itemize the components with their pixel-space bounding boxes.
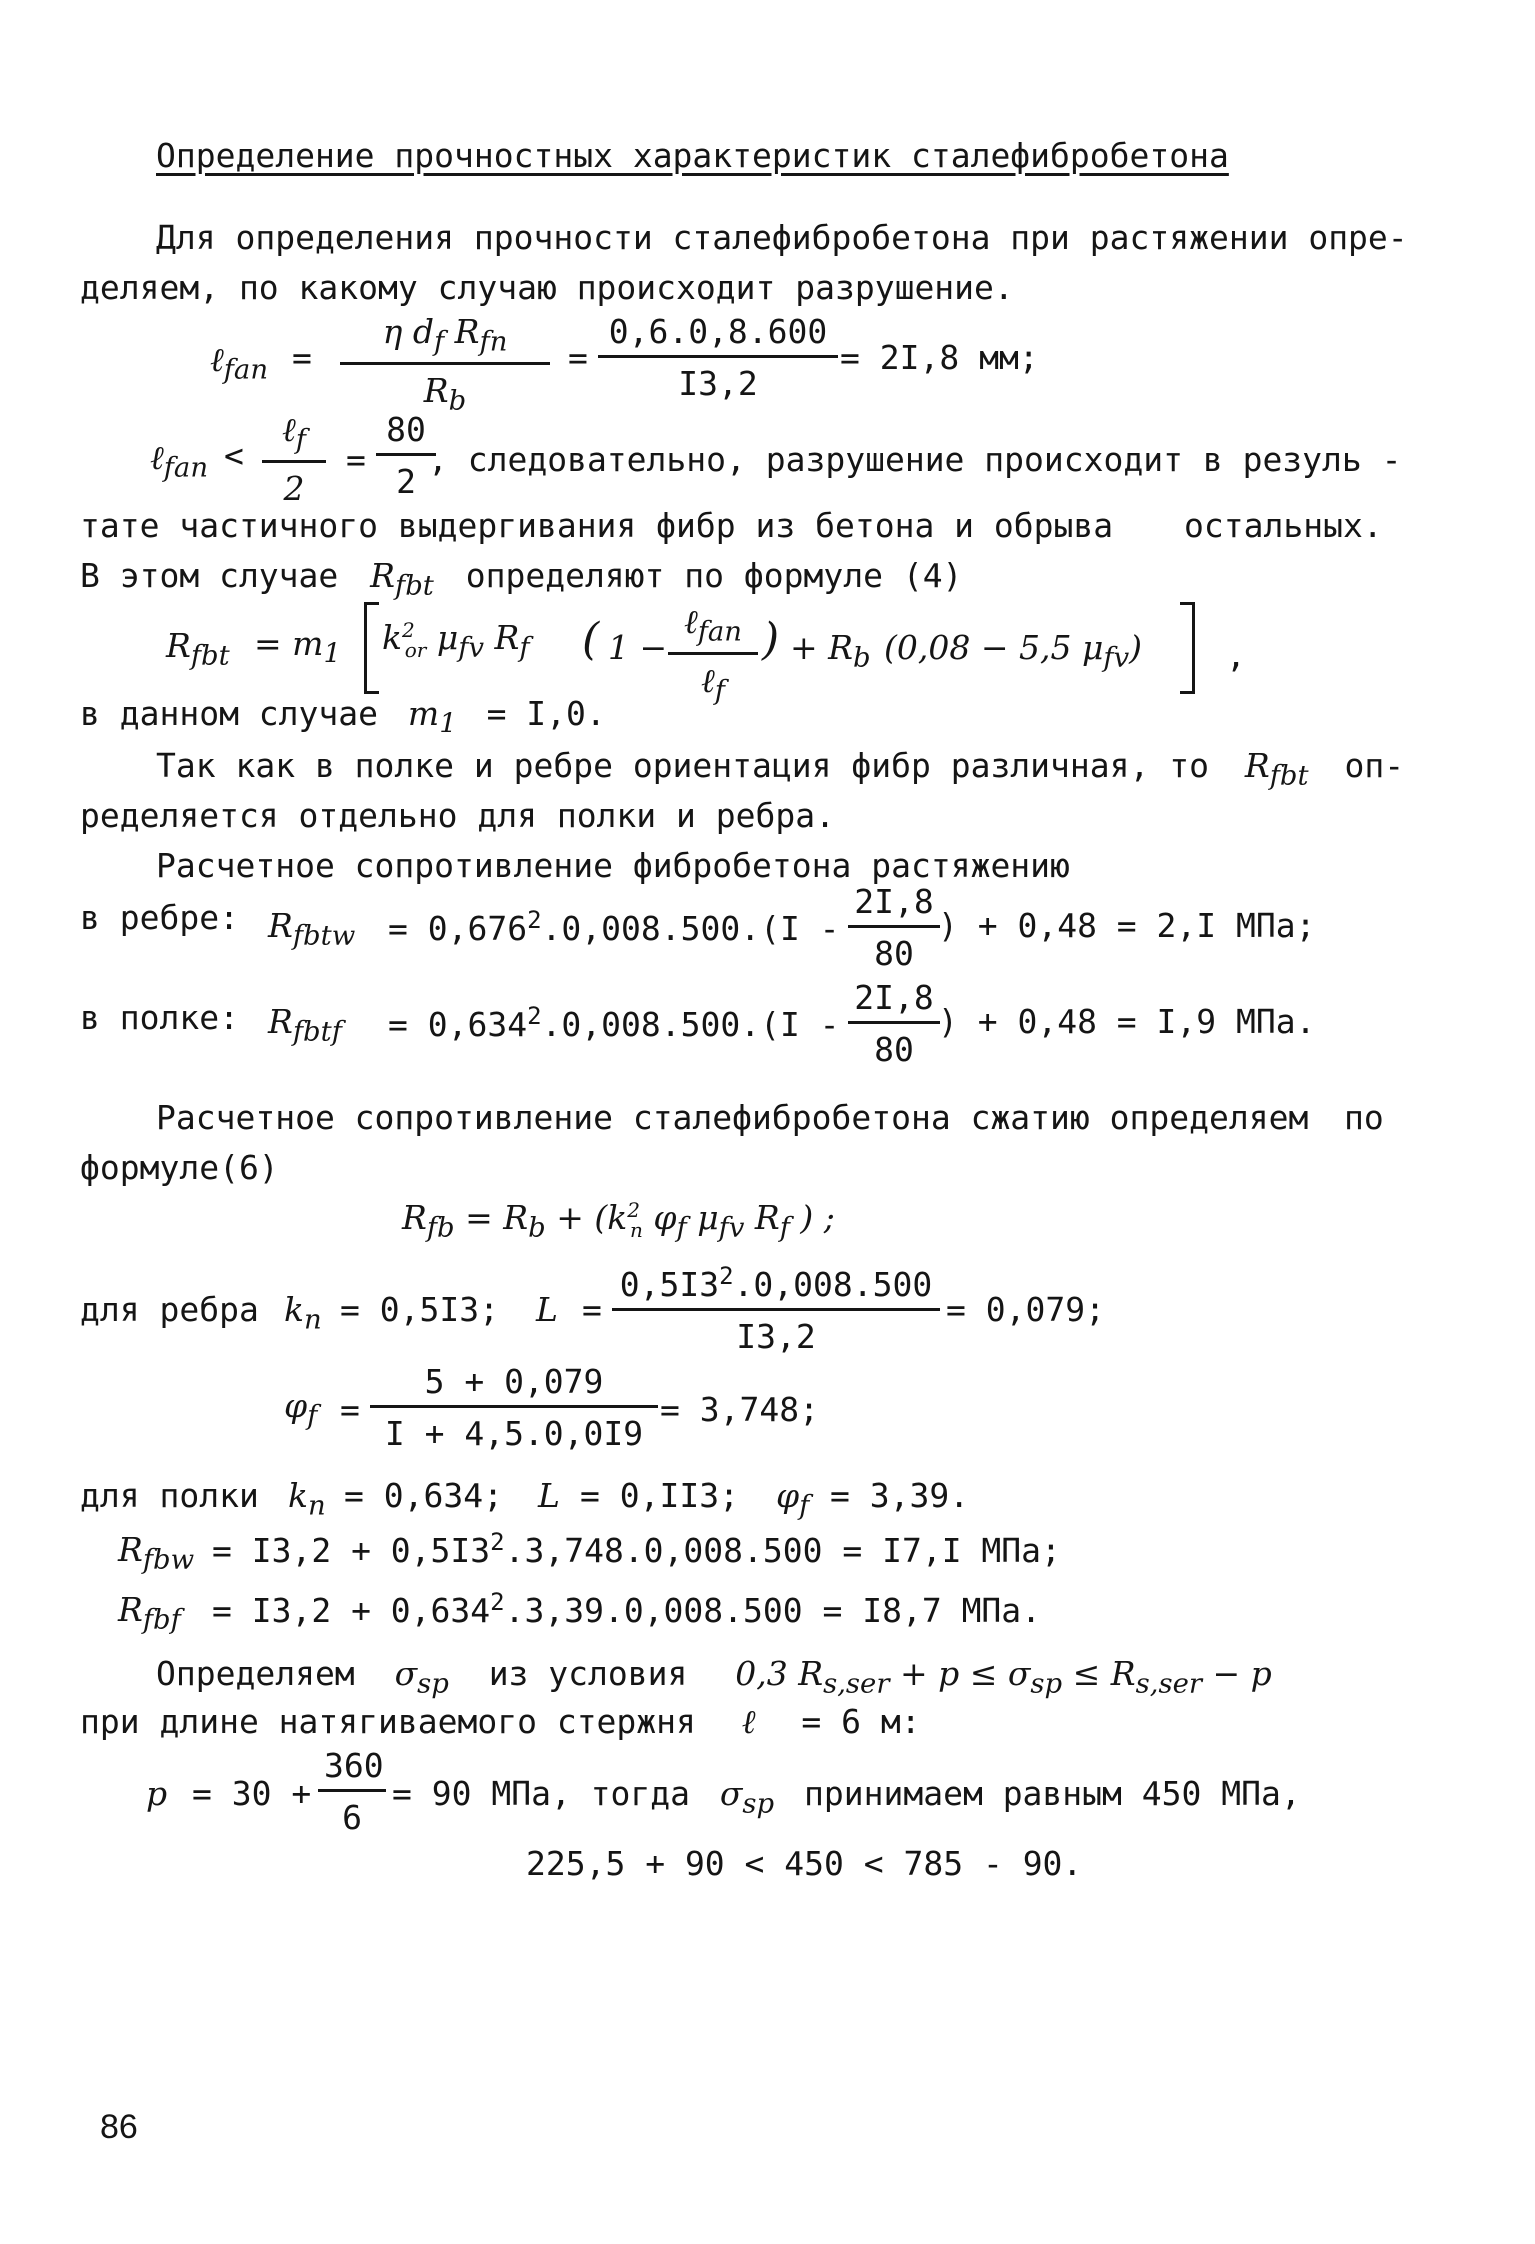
eq9-k: $k_n$: [288, 1476, 326, 1522]
eq8-fraction: $\frac{5 + 0,079}{I + 4,5.0,0I9}$: [370, 1362, 658, 1453]
section-title: Определение прочностных характеристик сталефибробетона: [156, 136, 1229, 175]
eq2-less-than: <: [224, 436, 244, 475]
eq7-equals: =: [582, 1290, 602, 1329]
eq2-fraction-b: $\frac{80}{2}$: [376, 410, 436, 501]
eq11-expression: = $I3,2 + 0,634^2.3,39.0,008.500 = I8,7$ МПа.: [212, 1588, 1042, 1630]
eq5-label: в полке:: [80, 998, 239, 1037]
eq3-close-paren: ): [762, 614, 780, 665]
eq1-fraction-b: $\frac{0,6.0,8.600}{I3,2}$: [598, 312, 838, 403]
eq7-L: L: [536, 1290, 558, 1329]
eq3-open-paren: (: [582, 614, 600, 665]
eq1-lhs: ℓ$_{fan}$: [210, 340, 269, 386]
eq6-formula: $R_{fb} = R_b + (k^2_n$ $\varphi_f$ $\mu_{fv}$ $R_f$ ) ;: [402, 1198, 835, 1244]
eq2-text: , следовательно, разрушение происходит в резуль -: [428, 440, 1402, 479]
paragraph-6-line-1a: Расчетное сопротивление сталефибробетона сжатию определяем: [156, 1098, 1309, 1137]
eq4-expression: = $0,676^2.0,008.500.(I$ -: [388, 906, 840, 948]
eq3-one-minus: 1 −: [608, 628, 668, 667]
eq3-left-bracket: [364, 602, 379, 694]
eq10-expression: = $I3,2 + 0,5I3^2.3,748.0,008.500 = I7,I$ МПа;: [212, 1528, 1061, 1570]
paragraph-6-line-2: формуле(6): [80, 1148, 279, 1187]
eq1-fraction-a: η $d_f$ $R_{fn}$ $R_b$: [340, 312, 550, 416]
eq12-fraction: $\frac{360}{6}$: [318, 1746, 386, 1837]
paragraph-7-line-2: при длине натягиваемого стержня ℓ = 6 м:: [80, 1702, 921, 1741]
eq13-inequality: 225,5 + 90 < 450 < 785 - 90.: [526, 1844, 1083, 1883]
eq3-right-bracket: [1180, 602, 1195, 694]
paragraph-6-line-1b: по: [1344, 1098, 1384, 1137]
paragraph-2-line-1b: остальных.: [1184, 506, 1383, 545]
eq3-plus-rb: + $R_b$: [790, 628, 871, 674]
eq10-symbol: $R_{fbw}$: [118, 1530, 195, 1576]
eq12-p: p: [146, 1774, 168, 1813]
paragraph-3: в данном случае $m_1 = I,0$.: [80, 694, 606, 740]
eq8-phi: $\varphi_f$: [284, 1386, 318, 1432]
eq3-equals-m: = $m_1$: [254, 624, 341, 670]
eq7-result: = 0,079;: [946, 1290, 1105, 1329]
eq11-symbol: $R_{fbf}$: [118, 1590, 181, 1636]
eq2-lhs: ℓ$_{fan}$: [150, 438, 209, 484]
eq8-equals: =: [340, 1390, 360, 1429]
eq3-tail: (0,08 − 5,5 $\mu_{fv}$): [884, 628, 1142, 674]
paragraph-2-line-1a: тате частичного выдергивания фибр из бетона и обрыва: [80, 506, 1114, 545]
eq4-tail: ) + 0,48 = 2,I МПа;: [938, 906, 1316, 945]
eq7-k: $k_n$: [284, 1290, 322, 1336]
paragraph-4-line-2: ределяется отдельно для полки и ребра.: [80, 796, 835, 835]
eq9-L: L: [538, 1476, 560, 1515]
eq4-symbol: $R_{fbtw}$: [268, 906, 356, 952]
paragraph-4-line-1: Так как в полке и ребре ориентация фибр различная, то $R_{fbt}$ оп-: [156, 746, 1405, 792]
page-number: 86: [100, 2108, 138, 2146]
eq7-k-value: = 0,5I3;: [340, 1290, 499, 1329]
eq2-equals: =: [346, 440, 366, 479]
eq4-fraction: $\frac{2I,8}{80}$: [848, 882, 940, 973]
eq9-label: для полки: [80, 1476, 259, 1515]
eq1-result: = 2I,8 мм;: [840, 338, 1039, 377]
eq5-fraction: $\frac{2I,8}{80}$: [848, 978, 940, 1069]
eq5-tail: ) + 0,48 = I,9 МПа.: [938, 1002, 1316, 1041]
eq7-label: для ребра: [80, 1290, 259, 1329]
eq3-comma: ,: [1226, 636, 1246, 675]
eq9-k-value: = 0,634;: [344, 1476, 503, 1515]
paragraph-1-line-2: деляем, по какому случаю происходит разрушение.: [80, 268, 1014, 307]
eq1-equals-2: =: [568, 338, 588, 377]
paragraph-1-line-1: Для определения прочности сталефибробетона при растяжении опре-: [156, 218, 1408, 257]
eq9-phi-value: = 3,39.: [830, 1476, 970, 1515]
eq12-text: = 90 МПа, тогда $\sigma_{sp}$ принимаем равным 450 МПа,: [392, 1774, 1301, 1820]
eq3-k-term: $k^2_{or}$ $\mu_{fv}$ $R_f$: [382, 618, 530, 664]
eq3-fraction: ℓ$_{fan}$ ℓ$_f$: [668, 602, 758, 706]
eq9-L-value: = 0,II3;: [580, 1476, 739, 1515]
eq5-expression: = $0,634^2.0,008.500.(I$ -: [388, 1002, 840, 1044]
paragraph-5: Расчетное сопротивление фибробетона растяжению: [156, 846, 1070, 885]
eq7-fraction: $\frac{0,5I3^2.0,008.500}{I3,2}$: [612, 1262, 940, 1356]
eq8-result: = 3,748;: [660, 1390, 819, 1429]
eq9-phi: $\varphi_f$: [776, 1476, 810, 1522]
eq5-symbol: $R_{fbtf}$: [268, 1002, 342, 1048]
eq12-expression: = 30 +: [192, 1774, 312, 1813]
eq2-fraction-a: ℓ$_f$ 2: [262, 410, 326, 508]
eq3-lhs: $R_{fbt}$: [166, 626, 230, 672]
eq4-label: в ребре:: [80, 898, 239, 937]
paragraph-7-line-1: Определяем $\sigma_{sp}$ из условия 0,3 $R_{s,ser} + p \le \sigma_{sp} \le R_{s,ser} - p$: [156, 1654, 1272, 1700]
eq1-equals: =: [292, 338, 312, 377]
paragraph-2-line-2: В этом случае $R_{fbt}$ определяют по формуле (4): [80, 556, 963, 602]
